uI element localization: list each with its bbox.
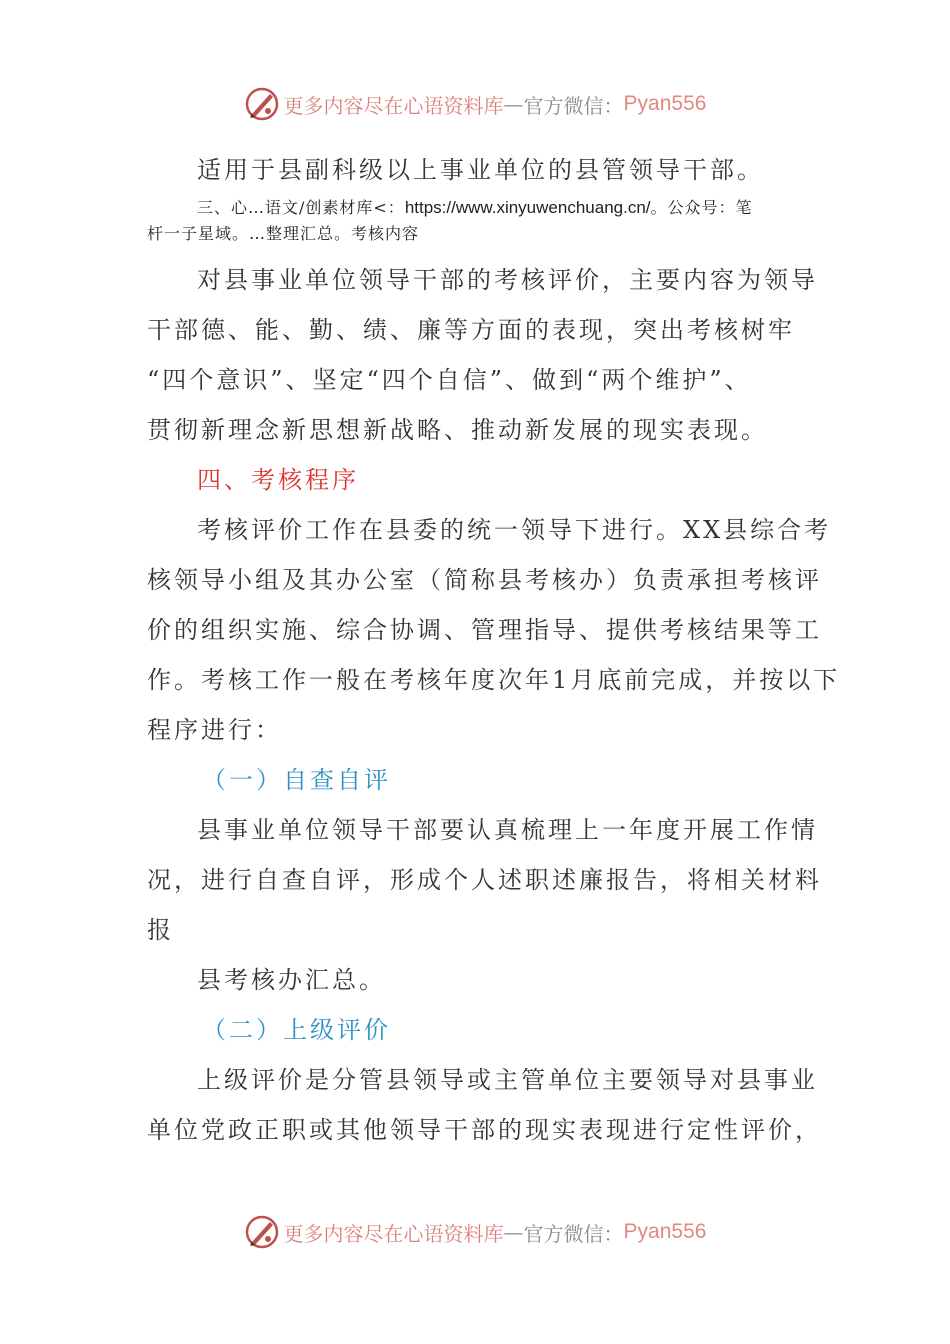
wechat-id: Pyan556: [623, 1220, 707, 1243]
pen-logo-icon: [244, 86, 280, 122]
watermark-line-2: 杆一子星域。…整理汇总。考核内容: [147, 224, 420, 243]
footer-banner: [0, 1212, 950, 1252]
section-heading: 四、考核程序: [197, 466, 359, 494]
paragraph-line: 程序进行：: [147, 716, 282, 744]
paragraph-line: 干部德、能、勤、绩、廉等方面的表现，突出考核树牢: [147, 316, 795, 344]
pen-logo-icon: [244, 1214, 280, 1250]
site-text: 更多内容尽在心语资料库: [283, 93, 504, 118]
paragraph-line: 上级评价是分管县领导或主管单位主要领导对县事业: [197, 1066, 818, 1094]
paragraph-line: “四个意识”、坚定“四个自信”、做到“两个维护”、: [147, 366, 752, 394]
wechat-label: 官方微信：: [523, 1221, 624, 1246]
watermark-line: [147, 195, 807, 221]
subsection-heading: （二）上级评价: [202, 1016, 391, 1044]
site-text: 更多内容尽在心语资料库: [283, 1221, 504, 1246]
watermark-url: https://www.xinyuwenchuang.cn/: [404, 198, 651, 217]
banner-separator: —: [503, 92, 524, 116]
paragraph-line: 价的组织实施、综合协调、管理指导、提供考核结果等工: [147, 616, 822, 644]
paragraph-line: 县事业单位领导干部要认真梳理上一年度开展工作情: [197, 816, 818, 844]
paragraph-line: 县考核办汇总。: [197, 966, 386, 994]
watermark-suffix: 。公众号：笔: [650, 198, 753, 217]
paragraph-line: 考核评价工作在县委的统一领导下进行。XX县综合考: [197, 516, 832, 544]
paragraph-line: 适用于县副科级以上事业单位的县管领导干部。: [197, 156, 764, 184]
watermark-prefix: 三、心…语文/创素材库<：: [197, 198, 405, 217]
wechat-label: 官方微信：: [523, 93, 624, 118]
wechat-id: Pyan556: [623, 92, 707, 115]
paragraph-line: 核领导小组及其办公室（简称县考核办）负责承担考核评: [147, 566, 822, 594]
document-body: [147, 145, 841, 1155]
paragraph-line: 对县事业单位领导干部的考核评价，主要内容为领导: [197, 266, 818, 294]
header-banner: [0, 84, 950, 124]
subsection-heading: （一）自查自评: [202, 766, 391, 794]
paragraph-line: 贯彻新理念新思想新战略、推动新发展的现实表现。: [147, 416, 768, 444]
banner-separator: —: [503, 1220, 524, 1244]
paragraph-line: 单位党政正职或其他领导干部的现实表现进行定性评价，: [147, 1116, 822, 1144]
paragraph-line: 报: [147, 916, 174, 944]
paragraph-line: 况，进行自查自评，形成个人述职述廉报告，将相关材料: [147, 866, 822, 894]
paragraph-line: 作。考核工作一般在考核年度次年1月底前完成，并按以下: [147, 666, 841, 694]
